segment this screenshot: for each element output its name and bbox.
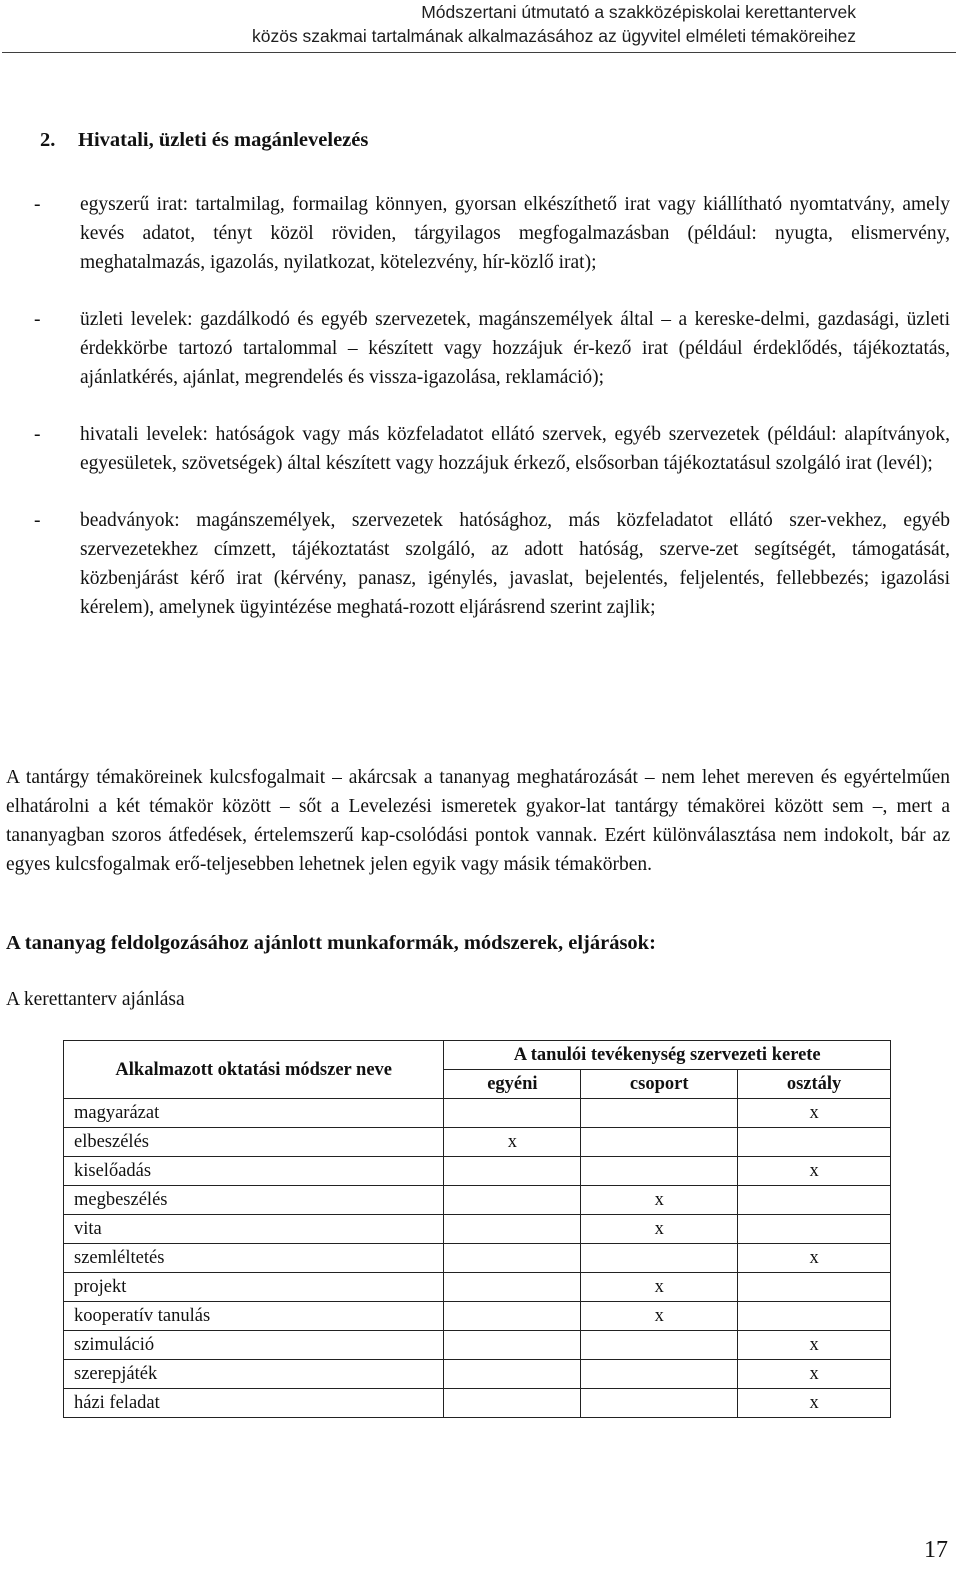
section-number: 2.	[40, 129, 56, 151]
cell-group	[581, 1157, 738, 1186]
method-name: szemléltetés	[64, 1244, 444, 1273]
cell-class	[738, 1302, 891, 1331]
cell-individual	[444, 1186, 581, 1215]
cell-group: x	[581, 1273, 738, 1302]
cell-group	[581, 1099, 738, 1128]
cell-group	[581, 1360, 738, 1389]
cell-group	[581, 1331, 738, 1360]
body-paragraph: A tantárgy témaköreinek kulcsfogalmait – akárcsak a tananyag meghatározását – nem lehet mereven és egyértelműen elhatárolni a két témakör között – sőt a Levelezési ismeretek gyakor-lat tantárgy témakörei között sem –, mert a tananyagban szoros átfedések, értelemszerű kap-csolódási pontok vannak. Ezért különválasztása nem indokolt, bár az egyes kulcsfogalmak erő-teljesebben lehetnek jelen egyik vagy másik témakörben.	[6, 767, 950, 875]
table-row	[64, 1157, 891, 1186]
cell-group: x	[581, 1215, 738, 1244]
list-item	[8, 305, 950, 392]
table-row	[64, 1215, 891, 1244]
cell-class	[738, 1215, 891, 1244]
header-organisation-frame: A tanulói tevékenység szervezeti kerete	[444, 1041, 891, 1070]
cell-class: x	[738, 1157, 891, 1186]
methods-table	[63, 1040, 891, 1418]
header-group: csoport	[581, 1070, 738, 1099]
cell-individual	[444, 1331, 581, 1360]
list-item-text: egyszerű irat: tartalmilag, formailag könnyen, gyorsan elkészíthető irat vagy kiállítható nyomtatvány, amely kevés adatot, tényt közöl röviden, tárgyilagos megfogalmazásban (például: nyugta, elismervény, meghatalmazás, igazolás, nyilatkozat, kötelezvény, hír-közlő irat);	[80, 194, 950, 273]
table-row	[64, 1244, 891, 1273]
cell-group	[581, 1389, 738, 1418]
cell-class: x	[738, 1099, 891, 1128]
cell-individual	[444, 1157, 581, 1186]
method-name: megbeszélés	[64, 1186, 444, 1215]
cell-individual	[444, 1389, 581, 1418]
bullet-dash: -	[34, 510, 41, 531]
cell-group: x	[581, 1302, 738, 1331]
method-name: projekt	[64, 1273, 444, 1302]
method-name: házi feladat	[64, 1389, 444, 1418]
table-row	[64, 1331, 891, 1360]
cell-individual	[444, 1360, 581, 1389]
list-item	[8, 420, 950, 478]
cell-class	[738, 1186, 891, 1215]
header-method-name: Alkalmazott oktatási módszer neve	[64, 1041, 444, 1099]
cell-group	[581, 1128, 738, 1157]
cell-group	[581, 1244, 738, 1273]
cell-individual	[444, 1244, 581, 1273]
method-name: kiselőadás	[64, 1157, 444, 1186]
running-header	[252, 0, 856, 48]
cell-class: x	[738, 1360, 891, 1389]
method-name: szerepjáték	[64, 1360, 444, 1389]
table-row	[64, 1360, 891, 1389]
list-item	[8, 190, 950, 277]
list-item-text: hivatali levelek: hatóságok vagy más közfeladatot ellátó szervek, egyéb szervezetek (például: alapítványok, egyesületek, szövetségek) által készített vagy hozzájuk érkező, elsősorban tájékoztatásul szolgáló irat (levél);	[80, 424, 950, 474]
bullet-dash: -	[34, 194, 41, 215]
cell-class: x	[738, 1389, 891, 1418]
cell-class	[738, 1273, 891, 1302]
list-item-text: üzleti levelek: gazdálkodó és egyéb szervezetek, magánszemélyek által – a kereske-delmi, gazdasági, üzleti érdekkörbe tartozó tartalommal – készített vagy hozzájuk ér-kező irat (például érdeklődés, tájékoztatás, ajánlatkérés, ajánlat, megrendelés és vissza-igazolása, reklamáció);	[80, 309, 950, 388]
bullet-dash: -	[34, 309, 41, 330]
method-name: magyarázat	[64, 1099, 444, 1128]
cell-individual	[444, 1099, 581, 1128]
table-row	[64, 1099, 891, 1128]
table-row	[64, 1186, 891, 1215]
cell-class: x	[738, 1244, 891, 1273]
table-row	[64, 1302, 891, 1331]
methods-heading: A tananyag feldolgozásához ajánlott munkaformák, módszerek, eljárások:	[6, 932, 656, 954]
method-name: elbeszélés	[64, 1128, 444, 1157]
header-line-2: közös szakmai tartalmának alkalmazásához az ügyvitel elméleti témaköreihez	[251, 26, 856, 46]
table-row	[64, 1389, 891, 1418]
table-row	[64, 1273, 891, 1302]
section-heading	[40, 129, 368, 152]
bullet-dash: -	[34, 424, 41, 445]
header-individual: egyéni	[444, 1070, 581, 1099]
cell-individual	[444, 1215, 581, 1244]
section-title: Hivatali, üzleti és magánlevelezés	[78, 129, 369, 151]
table-row	[64, 1128, 891, 1157]
list-item-text: beadványok: magánszemélyek, szervezetek hatósághoz, más közfeladatot ellátó szer-vekhez, egyéb szervezetekhez címzett, tájékoztatást szolgáló, az adott hatóság, szerve-zet segítségét, támogatását, közbenjárást kérő irat (kérvény, panasz, igénylés, javaslat, bejelentés, feljelentés, fellebbezés; igazolási kérelem), amelynek ügyintézése meghatá-rozott eljárásrend szerint zajlik;	[80, 510, 950, 618]
cell-class	[738, 1128, 891, 1157]
methods-subtitle: A kerettanterv ajánlása	[6, 989, 185, 1010]
bullet-list	[8, 190, 950, 650]
cell-group: x	[581, 1186, 738, 1215]
cell-individual: x	[444, 1128, 581, 1157]
cell-individual	[444, 1302, 581, 1331]
method-name: szimuláció	[64, 1331, 444, 1360]
cell-individual	[444, 1273, 581, 1302]
cell-class: x	[738, 1331, 891, 1360]
list-item	[8, 506, 950, 622]
header-divider	[2, 52, 956, 53]
header-line-1: Módszertani útmutató a szakközépiskolai kerettantervek	[421, 2, 856, 22]
header-class: osztály	[738, 1070, 891, 1099]
page-number: 17	[924, 1537, 948, 1563]
method-name: vita	[64, 1215, 444, 1244]
method-name: kooperatív tanulás	[64, 1302, 444, 1331]
